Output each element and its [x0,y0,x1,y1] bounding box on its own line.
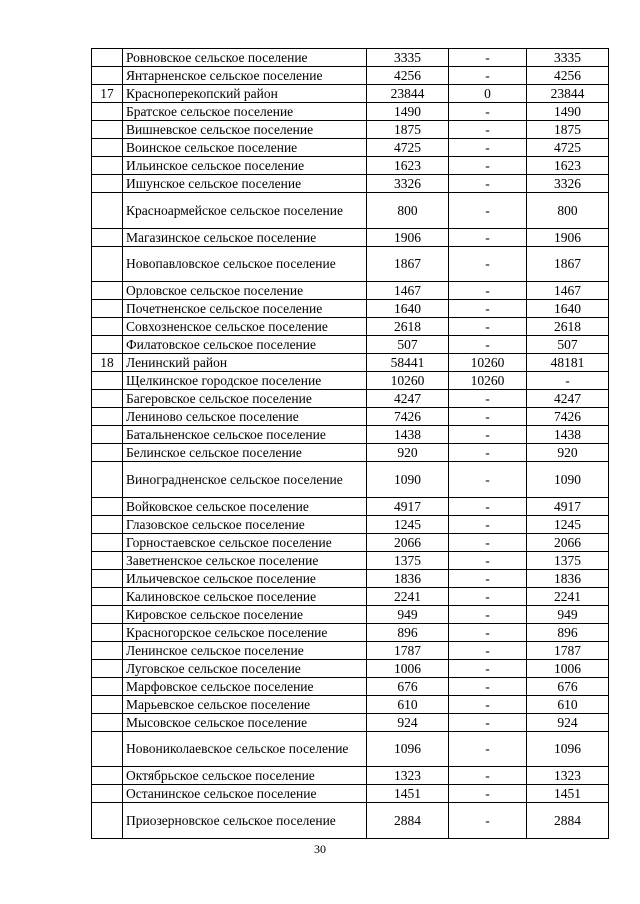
urban-population-cell: - [449,731,527,767]
urban-population-cell: - [449,426,527,444]
rural-population-cell: 2241 [527,587,609,605]
rural-population-cell: 1787 [527,641,609,659]
urban-population-cell: - [449,282,527,300]
page-number: 30 [314,842,326,856]
table-row [92,354,609,372]
urban-population-cell: - [449,605,527,623]
row-number-cell [92,282,123,300]
total-population-cell: 1906 [367,228,449,246]
territory-name-cell: Заветненское сельское поселение [123,551,367,569]
table-body [92,49,609,839]
table-row [92,282,609,300]
row-number-cell [92,803,123,839]
territory-name-cell: Воинское сельское поселение [123,139,367,157]
territory-name-cell: Братское сельское поселение [123,103,367,121]
table-row [92,605,609,623]
total-population-cell: 4256 [367,67,449,85]
total-population-cell: 924 [367,713,449,731]
rural-population-cell: 7426 [527,408,609,426]
rural-population-cell: 920 [527,444,609,462]
total-population-cell: 1451 [367,785,449,803]
total-population-cell: 610 [367,695,449,713]
rural-population-cell: 924 [527,713,609,731]
row-number-cell: 18 [92,354,123,372]
table-row [92,515,609,533]
rural-population-cell: 1096 [527,731,609,767]
row-number-cell [92,372,123,390]
total-population-cell: 4247 [367,390,449,408]
total-population-cell: 1438 [367,426,449,444]
row-number-cell [92,228,123,246]
rural-population-cell: 3326 [527,175,609,193]
table-row [92,444,609,462]
rural-population-cell: 4256 [527,67,609,85]
row-number-cell [92,426,123,444]
rural-population-cell: 4247 [527,390,609,408]
total-population-cell: 3326 [367,175,449,193]
total-population-cell: 1006 [367,659,449,677]
urban-population-cell: - [449,569,527,587]
row-number-cell [92,713,123,731]
territory-name-cell: Мысовское сельское поселение [123,713,367,731]
table-row [92,803,609,839]
row-number-cell [92,497,123,515]
table-row [92,157,609,175]
territory-name-cell: Марьевское сельское поселение [123,695,367,713]
territory-name-cell: Орловское сельское поселение [123,282,367,300]
territory-name-cell: Янтарненское сельское поселение [123,67,367,85]
row-number-cell [92,569,123,587]
total-population-cell: 2618 [367,318,449,336]
total-population-cell: 10260 [367,372,449,390]
table-row [92,336,609,354]
urban-population-cell: - [449,659,527,677]
rural-population-cell: 507 [527,336,609,354]
urban-population-cell: - [449,408,527,426]
territory-name-cell: Магазинское сельское поселение [123,228,367,246]
table-row [92,569,609,587]
rural-population-cell: 676 [527,677,609,695]
table-row [92,139,609,157]
territory-name-cell: Калиновское сельское поселение [123,587,367,605]
urban-population-cell: - [449,246,527,282]
table-row [92,767,609,785]
table-row [92,426,609,444]
territory-name-cell: Луговское сельское поселение [123,659,367,677]
territory-name-cell: Багеровское сельское поселение [123,390,367,408]
row-number-cell [92,336,123,354]
territory-name-cell: Филатовское сельское поселение [123,336,367,354]
table-row [92,246,609,282]
table-row [92,67,609,85]
table-row [92,193,609,229]
total-population-cell: 1875 [367,121,449,139]
table-row [92,462,609,498]
rural-population-cell: 1875 [527,121,609,139]
row-number-cell [92,49,123,67]
row-number-cell [92,623,123,641]
rural-population-cell: 1490 [527,103,609,121]
urban-population-cell: 0 [449,85,527,103]
urban-population-cell: - [449,677,527,695]
urban-population-cell: - [449,587,527,605]
table-row [92,713,609,731]
total-population-cell: 1623 [367,157,449,175]
territory-name-cell: Новопавловское сельское поселение [123,246,367,282]
table-row [92,228,609,246]
urban-population-cell: 10260 [449,372,527,390]
row-number-cell [92,659,123,677]
rural-population-cell: 1836 [527,569,609,587]
urban-population-cell: - [449,121,527,139]
territory-name-cell: Войковское сельское поселение [123,497,367,515]
rural-population-cell: 4725 [527,139,609,157]
total-population-cell: 1490 [367,103,449,121]
urban-population-cell: - [449,713,527,731]
territory-name-cell: Октябрьское сельское поселение [123,767,367,785]
table-row [92,641,609,659]
urban-population-cell: - [449,318,527,336]
row-number-cell [92,408,123,426]
rural-population-cell: 1438 [527,426,609,444]
row-number-cell [92,444,123,462]
total-population-cell: 4725 [367,139,449,157]
territory-name-cell: Ленинское сельское поселение [123,641,367,659]
territory-name-cell: Останинское сельское поселение [123,785,367,803]
rural-population-cell: 1640 [527,300,609,318]
urban-population-cell: - [449,497,527,515]
urban-population-cell: - [449,157,527,175]
row-number-cell [92,785,123,803]
total-population-cell: 1787 [367,641,449,659]
row-number-cell [92,641,123,659]
total-population-cell: 4917 [367,497,449,515]
rural-population-cell: 896 [527,623,609,641]
row-number-cell [92,300,123,318]
urban-population-cell: - [449,103,527,121]
territory-name-cell: Ильинское сельское поселение [123,157,367,175]
territory-name-cell: Белинское сельское поселение [123,444,367,462]
row-number-cell: 17 [92,85,123,103]
total-population-cell: 1090 [367,462,449,498]
urban-population-cell: - [449,193,527,229]
row-number-cell [92,246,123,282]
rural-population-cell: 2618 [527,318,609,336]
row-number-cell [92,462,123,498]
row-number-cell [92,157,123,175]
total-population-cell: 800 [367,193,449,229]
territory-name-cell: Почетненское сельское поселение [123,300,367,318]
row-number-cell [92,587,123,605]
total-population-cell: 1640 [367,300,449,318]
table-row [92,533,609,551]
total-population-cell: 1836 [367,569,449,587]
urban-population-cell: - [449,803,527,839]
row-number-cell [92,121,123,139]
total-population-cell: 58441 [367,354,449,372]
table-row [92,49,609,67]
urban-population-cell: - [449,641,527,659]
territory-name-cell: Щелкинское городское поселение [123,372,367,390]
total-population-cell: 920 [367,444,449,462]
row-number-cell [92,767,123,785]
table-row [92,659,609,677]
rural-population-cell: 1323 [527,767,609,785]
territory-name-cell: Совхозненское сельское поселение [123,318,367,336]
urban-population-cell: - [449,175,527,193]
total-population-cell: 949 [367,605,449,623]
territory-name-cell: Ишунское сельское поселение [123,175,367,193]
total-population-cell: 1375 [367,551,449,569]
urban-population-cell: - [449,228,527,246]
total-population-cell: 676 [367,677,449,695]
total-population-cell: 1096 [367,731,449,767]
total-population-cell: 2884 [367,803,449,839]
row-number-cell [92,695,123,713]
row-number-cell [92,139,123,157]
row-number-cell [92,193,123,229]
row-number-cell [92,551,123,569]
table-row [92,677,609,695]
territory-name-cell: Новониколаевское сельское поселение [123,731,367,767]
rural-population-cell: 1090 [527,462,609,498]
total-population-cell: 896 [367,623,449,641]
territory-name-cell: Виноградненское сельское поселение [123,462,367,498]
rural-population-cell: 1375 [527,551,609,569]
urban-population-cell: - [449,49,527,67]
table-row [92,175,609,193]
urban-population-cell: - [449,551,527,569]
total-population-cell: 2241 [367,587,449,605]
urban-population-cell: - [449,462,527,498]
rural-population-cell: 949 [527,605,609,623]
total-population-cell: 1467 [367,282,449,300]
total-population-cell: 507 [367,336,449,354]
table-row [92,121,609,139]
table-row [92,785,609,803]
population-table [91,48,609,839]
table-row [92,623,609,641]
table-row [92,695,609,713]
total-population-cell: 2066 [367,533,449,551]
territory-name-cell: Марфовское сельское поселение [123,677,367,695]
rural-population-cell: 1451 [527,785,609,803]
territory-name-cell: Лениново сельское поселение [123,408,367,426]
rural-population-cell: 4917 [527,497,609,515]
table-row [92,318,609,336]
territory-name-cell: Батальненское сельское поселение [123,426,367,444]
rural-population-cell: 800 [527,193,609,229]
row-number-cell [92,175,123,193]
row-number-cell [92,67,123,85]
row-number-cell [92,731,123,767]
territory-name-cell: Ильичевское сельское поселение [123,569,367,587]
table-row [92,390,609,408]
territory-name-cell: Красноперекопский район [123,85,367,103]
territory-name-cell: Горностаевское сельское поселение [123,533,367,551]
rural-population-cell: 48181 [527,354,609,372]
table-row [92,497,609,515]
total-population-cell: 1867 [367,246,449,282]
table-row [92,300,609,318]
urban-population-cell: - [449,515,527,533]
urban-population-cell: - [449,444,527,462]
row-number-cell [92,605,123,623]
rural-population-cell: 610 [527,695,609,713]
rural-population-cell: 23844 [527,85,609,103]
territory-name-cell: Глазовское сельское поселение [123,515,367,533]
row-number-cell [92,103,123,121]
urban-population-cell: 10260 [449,354,527,372]
table-row [92,551,609,569]
row-number-cell [92,318,123,336]
urban-population-cell: - [449,767,527,785]
territory-name-cell: Вишневское сельское поселение [123,121,367,139]
rural-population-cell: 1867 [527,246,609,282]
total-population-cell: 23844 [367,85,449,103]
territory-name-cell: Красноармейское сельское поселение [123,193,367,229]
table-row [92,408,609,426]
territory-name-cell: Ровновское сельское поселение [123,49,367,67]
row-number-cell [92,515,123,533]
row-number-cell [92,677,123,695]
table-row [92,731,609,767]
urban-population-cell: - [449,300,527,318]
table-row [92,587,609,605]
total-population-cell: 3335 [367,49,449,67]
urban-population-cell: - [449,695,527,713]
table-row [92,103,609,121]
row-number-cell [92,533,123,551]
total-population-cell: 7426 [367,408,449,426]
table-row [92,85,609,103]
rural-population-cell: 1245 [527,515,609,533]
table-row [92,372,609,390]
total-population-cell: 1323 [367,767,449,785]
rural-population-cell: 2066 [527,533,609,551]
rural-population-cell: 1906 [527,228,609,246]
urban-population-cell: - [449,139,527,157]
territory-name-cell: Кировское сельское поселение [123,605,367,623]
urban-population-cell: - [449,533,527,551]
territory-name-cell: Красногорское сельское поселение [123,623,367,641]
rural-population-cell: 1467 [527,282,609,300]
row-number-cell [92,390,123,408]
urban-population-cell: - [449,785,527,803]
rural-population-cell: 3335 [527,49,609,67]
rural-population-cell: 1006 [527,659,609,677]
urban-population-cell: - [449,390,527,408]
rural-population-cell: 2884 [527,803,609,839]
urban-population-cell: - [449,623,527,641]
rural-population-cell: - [527,372,609,390]
total-population-cell: 1245 [367,515,449,533]
territory-name-cell: Ленинский район [123,354,367,372]
urban-population-cell: - [449,67,527,85]
territory-name-cell: Приозерновское сельское поселение [123,803,367,839]
urban-population-cell: - [449,336,527,354]
rural-population-cell: 1623 [527,157,609,175]
